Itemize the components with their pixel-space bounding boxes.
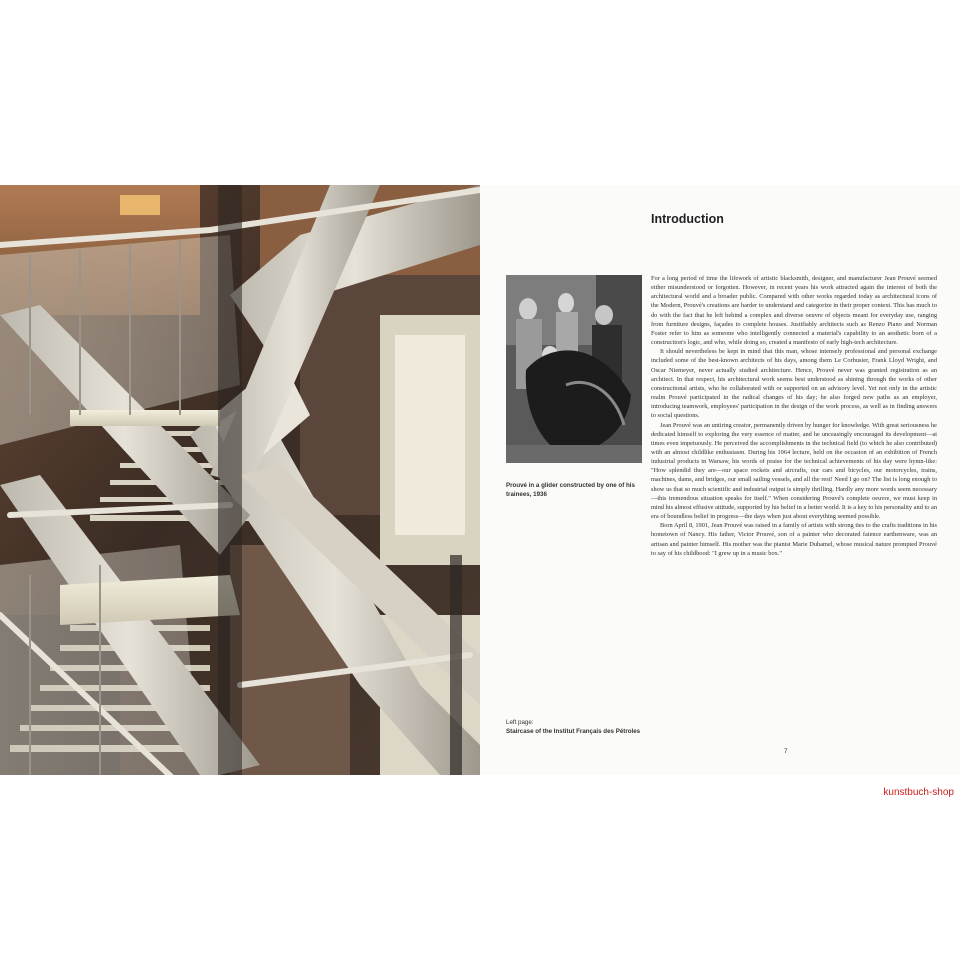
left-page-caption-label: Left page: xyxy=(506,719,534,726)
page-number: 7 xyxy=(784,748,788,755)
glider-photo xyxy=(506,275,642,463)
paragraph: Born April 8, 1901, Jean Prouvé was raised in a family of artists with strong ties to the crafts traditions in his hometown of Nancy. His father, Victor Prouvé, son of a painter who decorated faience earthenware, was an artisan and painter himself. His mother was the pianist Marie Duhamel, whose musical nature prompted Prouvé to say of his childhood: "I grew up in a music box." xyxy=(651,522,937,557)
book-spread xyxy=(0,185,960,775)
page-title: Introduction xyxy=(651,212,724,226)
paragraph: It should nevertheless be kept in mind that this man, whose intensely professional and personal exchange included some of the best-known architects of his days, among them Le Corbusier, Frank Lloyd Wright, and Oscar Niemeyer, never actually studied architecture. Hence, Prouvé never was granted registration as an architect. In that respect, his architectural work seems best understood as shining through the works of other constructional artists, who he collaborated with or supported on an advisory level. Yet not only in the artistic realm Prouvé participated in the radical changes of his day; he also forged new paths as an employer, introducing teamwork, employees' participation in the design of the work process, as well as in finding answers to social questions. xyxy=(651,348,937,420)
body-text xyxy=(651,274,937,558)
paragraph: Jean Prouvé was an untiring creator, permanently driven by hunger for knowledge. With great seriousness he dedicated himself to exploring the very essence of matter, and he unceasingly encouraged its development—at times even impetuously. He perceived the accomplishments in the technical field (to which he also contributed) with an almost childlike enthusiasm. During his 1964 lecture, held on the occasion of an exhibition of French industrial products in Warsaw, his words of praise for the technical achievements of his day were hymn-like: "How splendid they are—our space rockets and aircrafts, our cars and bicycles, our motorcycles, trains, machines, dams, and bridges, our small sailing vessels, and all the rest! Need I go on? The list is long enough to show us that so much scientific and industrial output is simply thrilling. Hardly any more words seem necessary—this tremendous situation speaks for itself." When considering Prouvé's complete oeuvre, we must keep in mind his almost effusive attitude, supported by his belief in a better world. It is a key to his personality and to an era of boundless belief in progress—the days when just about everything seemed possible. xyxy=(651,421,937,521)
shop-watermark: kunstbuch-shop xyxy=(883,787,954,798)
left-page-caption-text: Staircase of the Institut Français des Pétroles xyxy=(506,728,641,735)
paragraph: For a long period of time the lifework of artistic blacksmith, designer, and manufacturer Jean Prouvé seemed either misunderstood or forgotten. However, in recent years his work attracted again the interest of both the architectural world and a broader public. Compared with other works regarded today as architectural icons of the Modern, Prouvé's creations are harder to understand and categorize in their proper context. This has much to do with the fact that he left behind a complex and diverse oeuvre of objects meant for everyday use, ranging from furniture designs, façades to complete houses. Justifiably architects such as Renzo Piano and Norman Foster refer to him as someone who intelligently connected a material's capability to an aesthetic born of a construction's logic, and who, while doing so, created a manifesto of early high-tech architecture. xyxy=(651,275,937,347)
right-page xyxy=(480,185,960,775)
glider-photo-caption: Prouvé in a glider constructed by one of his trainees, 1936 xyxy=(506,482,635,498)
staircase-photo xyxy=(0,185,480,775)
left-page-caption xyxy=(506,718,686,736)
